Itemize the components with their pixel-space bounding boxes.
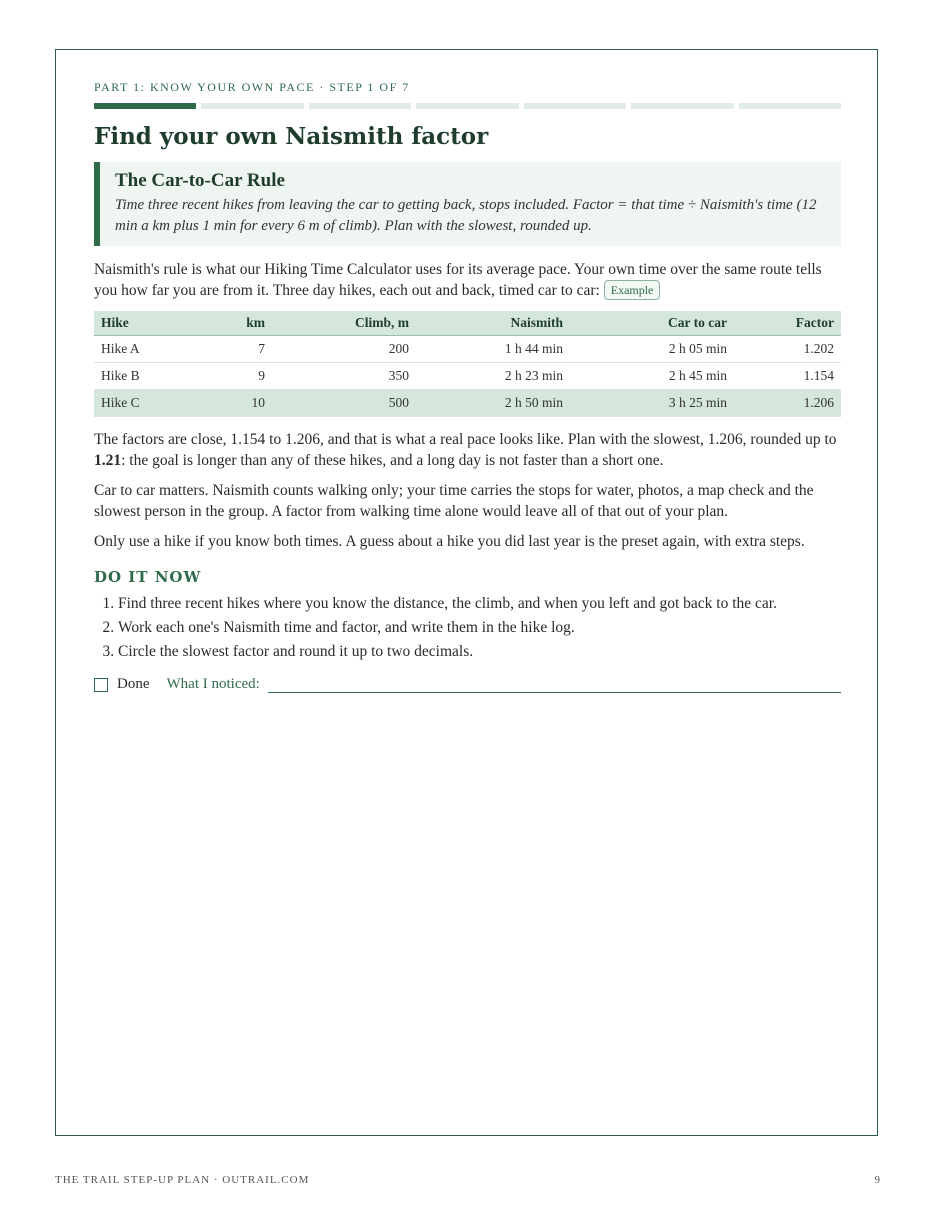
table-cell: 9 <box>178 363 272 390</box>
page-title: Find your own Naismith factor <box>94 123 489 150</box>
page-number: 9 <box>874 1174 880 1186</box>
progress-segment-2 <box>201 103 303 109</box>
column-header-factor: Factor <box>734 311 841 336</box>
list-item: 3. Circle the slowest factor and round it up to two decimals. <box>118 640 841 664</box>
table-cell: 500 <box>272 390 416 417</box>
footer-text: THE TRAIL STEP-UP PLAN · OUTRAIL.COM <box>55 1174 310 1186</box>
example-badge: Example <box>604 280 661 300</box>
table-cell: 350 <box>272 363 416 390</box>
car-to-car-paragraph: Car to car matters. Naismith counts walking only; your time carries the stops for water, photos, a map check and the slowest person in the group. A factor from walking time alone would leave all of that out of your plan. <box>94 482 814 520</box>
factors-text-end: : the goal is longer than any of these hikes, and a long day is not faster than a short one. <box>121 452 664 469</box>
table-cell: 2 h 05 min <box>570 336 734 363</box>
table-cell: Hike A <box>94 336 178 363</box>
do-it-now-heading: DO IT NOW <box>94 568 202 586</box>
table-cell: 10 <box>178 390 272 417</box>
table-cell: 1.154 <box>734 363 841 390</box>
table-row <box>94 336 841 363</box>
callout-text: Time three recent hikes from leaving the car to getting back, stops included. Factor = that time ÷ Naismith's time (12 min a km plus 1 min for every 6 m of climb). Plan with the slowest, rounded up. <box>115 197 817 234</box>
table-cell: 2 h 23 min <box>416 363 570 390</box>
done-checkbox[interactable] <box>94 678 108 692</box>
progress-segment-6 <box>631 103 733 109</box>
rounded-factor: 1.21 <box>94 452 122 469</box>
page-frame <box>55 49 878 1136</box>
factors-paragraph <box>94 429 841 471</box>
table-cell: 1.206 <box>734 390 841 417</box>
column-header-climb: Climb, m <box>272 311 416 336</box>
progress-segment-5 <box>524 103 626 109</box>
done-label: Done <box>117 676 150 692</box>
intro-text: Naismith's rule is what our Hiking Time Calculator uses for its average pace. Your own time over the same route tells you how far you are from it. Three day hikes, each out and back, timed car to car: <box>94 261 822 299</box>
list-item: 1. Find three recent hikes where you know the distance, the climb, and when you left and got back to the car. <box>118 592 841 616</box>
table-header-row <box>94 311 841 336</box>
table-cell: Hike C <box>94 390 178 417</box>
progress-segment-7 <box>739 103 841 109</box>
intro-paragraph <box>94 259 841 301</box>
progress-segment-3 <box>309 103 411 109</box>
noticed-label: What I noticed: <box>166 676 260 692</box>
table-cell: 1.202 <box>734 336 841 363</box>
table-cell: 3 h 25 min <box>570 390 734 417</box>
table-row <box>94 363 841 390</box>
table-cell: Hike B <box>94 363 178 390</box>
action-steps-list <box>94 592 841 664</box>
noticed-write-line[interactable] <box>268 676 841 693</box>
callout-heading: The Car-to-Car Rule <box>115 170 285 191</box>
page-footer <box>55 1174 880 1186</box>
hike-table <box>94 311 841 417</box>
rule-callout <box>94 162 841 246</box>
table-cell: 200 <box>272 336 416 363</box>
table-cell: 1 h 44 min <box>416 336 570 363</box>
progress-segment-4 <box>416 103 518 109</box>
known-times-paragraph: Only use a hike if you know both times. A guess about a hike you did last year is the preset again, with extra steps. <box>94 533 805 550</box>
section-kicker: PART 1: KNOW YOUR OWN PACE · STEP 1 OF 7 <box>94 80 410 94</box>
table-cell: 2 h 45 min <box>570 363 734 390</box>
table-row-highlighted <box>94 390 841 417</box>
progress-segment-1 <box>94 103 196 109</box>
table-cell: 7 <box>178 336 272 363</box>
page-content <box>94 80 841 693</box>
table-cell: 2 h 50 min <box>416 390 570 417</box>
column-header-km: km <box>178 311 272 336</box>
column-header-naismith: Naismith <box>416 311 570 336</box>
column-header-hike: Hike <box>94 311 178 336</box>
factors-text-start: The factors are close, 1.154 to 1.206, and that is what a real pace looks like. Plan with the slowest, 1.206, rounded up to <box>94 431 837 448</box>
list-item: 2. Work each one's Naismith time and factor, and write them in the hike log. <box>118 616 841 640</box>
checkin-row <box>94 676 841 693</box>
column-header-car-to-car: Car to car <box>570 311 734 336</box>
step-progress-bar <box>94 103 841 109</box>
